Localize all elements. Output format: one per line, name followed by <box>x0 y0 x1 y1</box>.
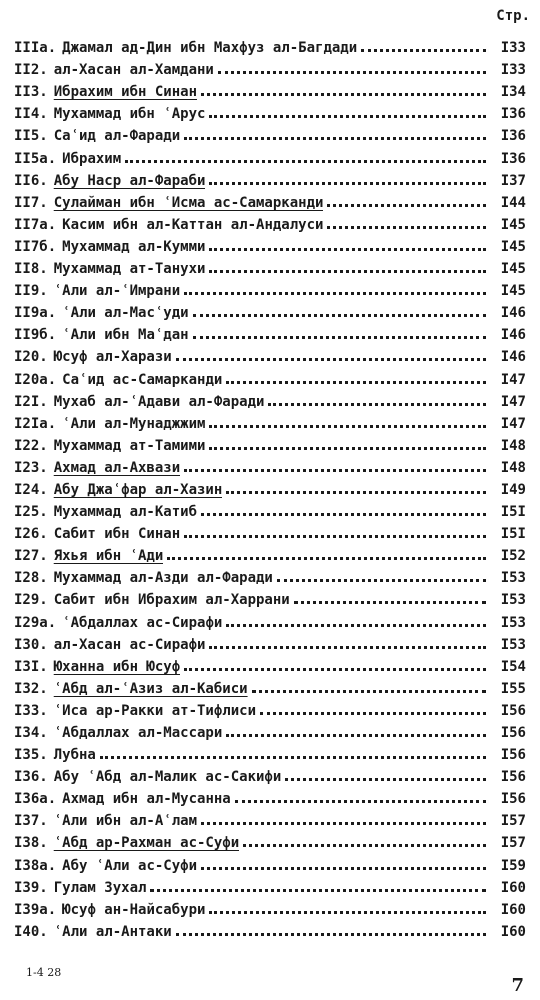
toc-entry <box>14 542 526 564</box>
toc-entry <box>14 78 526 100</box>
entry-page: I46 <box>500 305 526 322</box>
dot-leader <box>184 292 486 295</box>
entry-name: Мухаммад ал-Катиб <box>53 504 198 521</box>
toc-entry <box>14 233 526 255</box>
toc-entry <box>14 564 526 586</box>
entry-number: I2Iа. <box>14 415 57 432</box>
dot-leader <box>243 844 486 847</box>
entry-number: I20. <box>14 349 48 366</box>
entry-name: ʿАбдаллах ал-Массари <box>53 725 223 741</box>
dot-leader <box>209 646 486 649</box>
entry-page: I5I <box>500 526 526 543</box>
toc-entry <box>14 432 526 454</box>
toc-entry <box>14 365 526 387</box>
dot-leader <box>226 381 486 384</box>
entry-page: I36 <box>500 150 526 167</box>
entry-name: Ибрахим <box>62 150 122 167</box>
entry-name: Ахмад ибн ал-Мусанна <box>62 791 231 808</box>
entry-number: II7б. <box>14 238 57 255</box>
entry-number: IIIа. <box>14 40 57 57</box>
toc-entry <box>14 829 526 851</box>
entry-page: I33 <box>500 62 526 79</box>
entry-number: II7. <box>14 194 48 211</box>
toc-entry <box>14 807 526 829</box>
entry-name: Джамал ад-Дин ибн Махфуз ал-Багдади <box>62 40 358 57</box>
entry-page: I37 <box>500 172 526 189</box>
toc-entry <box>14 520 526 542</box>
entry-name: Ибрахим ибн Синан <box>53 84 198 101</box>
table-of-contents <box>14 34 526 940</box>
entry-name: ʿАли ал-ʿИмрани <box>53 283 181 300</box>
entry-number: I32. <box>14 680 48 697</box>
entry-number: II6. <box>14 172 48 189</box>
entry-number: I25. <box>14 504 48 521</box>
entry-page: I60 <box>500 923 526 940</box>
entry-page: I59 <box>500 857 526 874</box>
dot-leader <box>226 491 486 494</box>
dot-leader <box>184 137 486 140</box>
dot-leader <box>201 822 486 825</box>
toc-entry <box>14 653 526 675</box>
dot-leader <box>100 756 486 759</box>
entry-name: Мухаммад ал-Кумми <box>62 238 206 255</box>
entry-page: I46 <box>500 349 526 366</box>
entry-page: I53 <box>500 592 526 609</box>
entry-page: I47 <box>500 415 526 432</box>
toc-entry <box>14 388 526 410</box>
entry-number: I27. <box>14 548 48 565</box>
toc-entry <box>14 144 526 166</box>
dot-leader <box>193 336 486 339</box>
page-number: 7 <box>511 975 524 996</box>
toc-entry <box>14 100 526 122</box>
entry-page: I36 <box>500 106 526 123</box>
toc-entry <box>14 410 526 432</box>
entry-name: ʿАли ал-Мунаджжим <box>62 415 206 432</box>
toc-entry <box>14 675 526 697</box>
dot-leader <box>277 579 486 582</box>
dot-leader <box>201 513 486 516</box>
dot-leader <box>294 601 486 604</box>
dot-leader <box>184 469 486 472</box>
entry-name: ʿАли ибн ал-Аʿлам <box>53 813 198 830</box>
entry-page: I56 <box>500 791 526 808</box>
toc-entry <box>14 167 526 189</box>
entry-name: Юсуф ал-Харази <box>53 349 172 366</box>
entry-page: I56 <box>500 725 526 741</box>
toc-entry <box>14 454 526 476</box>
entry-page: I57 <box>500 813 526 830</box>
entry-name: Сабит ибн Синан <box>53 526 181 543</box>
entry-name: ʿАли ал-Масʿуди <box>62 305 189 322</box>
dot-leader <box>150 889 486 892</box>
entry-number: I40. <box>14 923 48 940</box>
entry-page: I33 <box>500 40 526 57</box>
dot-leader <box>184 535 486 538</box>
entry-number: I23. <box>14 459 48 476</box>
toc-entry <box>14 277 526 299</box>
entry-number: II9б. <box>14 327 57 344</box>
dot-leader <box>327 204 486 207</box>
print-code: 1-4 28 <box>26 966 62 979</box>
dot-leader <box>268 403 486 406</box>
entry-number: I2I. <box>14 393 48 410</box>
dot-leader <box>209 447 486 450</box>
entry-number: II7а. <box>14 216 57 233</box>
entry-page: I49 <box>500 481 526 498</box>
entry-page: I45 <box>500 261 526 278</box>
toc-entry <box>14 34 526 56</box>
entry-name: ʿАбд ал-ʿАзиз ал-Кабиси <box>53 680 248 697</box>
dot-leader <box>235 800 486 803</box>
entry-number: I36а. <box>14 791 57 808</box>
entry-page: I44 <box>500 194 526 211</box>
entry-name: Мухаммад ат-Тамими <box>53 437 206 454</box>
entry-page: I48 <box>500 459 526 476</box>
entry-number: I20а. <box>14 371 57 388</box>
dot-leader <box>209 425 486 428</box>
entry-name: Касим ибн ал-Каттан ал-Андалуси <box>62 216 324 233</box>
entry-page: I53 <box>500 570 526 587</box>
dot-leader <box>226 734 486 737</box>
entry-number: II5. <box>14 128 48 145</box>
entry-name: Мухаммад ал-Азди ал-Фаради <box>53 570 273 587</box>
entry-name: ʿАли ибн Маʿдан <box>62 327 189 344</box>
entry-number: II5а. <box>14 150 57 167</box>
entry-page: I46 <box>500 327 526 344</box>
entry-page: I56 <box>500 769 526 786</box>
toc-entry <box>14 918 526 940</box>
entry-page: I52 <box>500 548 526 565</box>
entry-name: Юханна ибн Юсуф <box>53 658 181 675</box>
entry-number: I26. <box>14 526 48 543</box>
dot-leader <box>218 71 486 74</box>
toc-entry <box>14 255 526 277</box>
entry-page: I56 <box>500 747 526 764</box>
dot-leader <box>125 160 486 163</box>
entry-page: I47 <box>500 393 526 410</box>
toc-entry <box>14 896 526 918</box>
entry-number: II3. <box>14 84 48 101</box>
entry-name: Сабит ибн Ибрахим ал-Харрани <box>53 592 290 609</box>
toc-entry <box>14 763 526 785</box>
toc-entry <box>14 321 526 343</box>
entry-name: ал-Хасан ас-Сирафи <box>53 636 206 653</box>
entry-name: ʿИса ар-Ракки ат-Тифлиси <box>53 702 257 719</box>
toc-entry <box>14 586 526 608</box>
toc-entry <box>14 122 526 144</box>
dot-leader <box>209 115 486 118</box>
entry-name: Абу Джаʿфар ал-Хазин <box>53 481 223 498</box>
toc-entry <box>14 211 526 233</box>
entry-name: Абу ʿАли ас-Суфи <box>62 857 198 874</box>
entry-number: I24. <box>14 481 48 498</box>
dot-leader <box>209 270 486 273</box>
entry-number: I37. <box>14 813 48 830</box>
entry-name: ал-Хасан ал-Хамдани <box>53 62 214 79</box>
entry-name: Юсуф ан-Найсабури <box>62 901 206 918</box>
entry-number: II9а. <box>14 305 57 322</box>
dot-leader <box>285 778 486 781</box>
dot-leader <box>176 933 486 936</box>
entry-number: I38. <box>14 835 48 852</box>
page-column-header: Стр. <box>496 8 530 24</box>
dot-leader <box>226 624 486 627</box>
toc-entry <box>14 56 526 78</box>
entry-name: ʿАбдаллах ас-Сирафи <box>62 614 223 631</box>
entry-page: I36 <box>500 128 526 145</box>
toc-entry <box>14 631 526 653</box>
entry-number: II2. <box>14 62 48 79</box>
entry-name: ʿАли ал-Антаки <box>53 923 172 940</box>
toc-entry <box>14 476 526 498</box>
dot-leader <box>209 911 486 914</box>
entry-number: I29а. <box>14 614 57 631</box>
entry-name: Лубна <box>53 747 96 764</box>
dot-leader <box>327 226 486 229</box>
dot-leader <box>201 867 486 870</box>
entry-number: I36. <box>14 769 48 786</box>
entry-number: I33. <box>14 702 48 719</box>
entry-number: I22. <box>14 437 48 454</box>
dot-leader <box>252 690 486 693</box>
entry-number: II9. <box>14 283 48 300</box>
entry-page: I53 <box>500 614 526 631</box>
toc-entry <box>14 189 526 211</box>
toc-entry <box>14 608 526 630</box>
entry-page: I60 <box>500 901 526 918</box>
toc-entry <box>14 785 526 807</box>
toc-entry <box>14 299 526 321</box>
entry-name: Мухаммад ибн ʿАрус <box>53 106 206 123</box>
dot-leader <box>184 668 486 671</box>
entry-number: II8. <box>14 261 48 278</box>
toc-entry <box>14 741 526 763</box>
entry-name: Абу Наср ал-Фараби <box>53 172 206 189</box>
entry-name: ʿАбд ар-Рахман ас-Суфи <box>53 835 240 852</box>
entry-page: I57 <box>500 835 526 852</box>
entry-page: I47 <box>500 371 526 388</box>
toc-entry <box>14 498 526 520</box>
toc-entry <box>14 874 526 896</box>
entry-name: Яхья ибн ʿАди <box>53 548 164 565</box>
entry-name: Сулайман ибн ʿИсма ас-Самарканди <box>53 194 324 211</box>
entry-page: I60 <box>500 879 526 896</box>
entry-name: Мухаб ал-ʿАдави ал-Фаради <box>53 393 265 410</box>
toc-entry <box>14 719 526 741</box>
dot-leader <box>201 93 486 96</box>
entry-name: Гулам Зухал <box>53 879 147 896</box>
entry-number: I34. <box>14 725 48 741</box>
entry-number: I39а. <box>14 901 57 918</box>
entry-number: I28. <box>14 570 48 587</box>
entry-number: I38а. <box>14 857 57 874</box>
entry-page: I56 <box>500 702 526 719</box>
entry-number: I29. <box>14 592 48 609</box>
dot-leader <box>176 358 486 361</box>
entry-name: Ахмад ал-Ахвази <box>53 459 181 476</box>
entry-page: I45 <box>500 283 526 300</box>
dot-leader <box>260 712 486 715</box>
toc-entry <box>14 851 526 873</box>
dot-leader <box>209 248 486 251</box>
entry-name: Саʿид ас-Самарканди <box>62 371 223 388</box>
toc-entry <box>14 697 526 719</box>
entry-page: I54 <box>500 658 526 675</box>
dot-leader <box>209 182 486 185</box>
entry-number: I30. <box>14 636 48 653</box>
entry-number: I35. <box>14 747 48 764</box>
entry-page: I55 <box>500 680 526 697</box>
dot-leader <box>167 557 486 560</box>
entry-number: II4. <box>14 106 48 123</box>
dot-leader <box>361 49 486 52</box>
entry-page: I45 <box>500 238 526 255</box>
entry-name: Саʿид ал-Фаради <box>53 128 181 145</box>
entry-page: I34 <box>500 84 526 101</box>
toc-entry <box>14 343 526 365</box>
entry-name: Абу ʿАбд ал-Малик ас-Сакифи <box>53 769 282 786</box>
entry-number: I3I. <box>14 658 48 675</box>
entry-number: I39. <box>14 879 48 896</box>
entry-page: I53 <box>500 636 526 653</box>
entry-page: I5I <box>500 504 526 521</box>
entry-page: I45 <box>500 216 526 233</box>
entry-name: Мухаммад ат-Танухи <box>53 261 206 278</box>
entry-page: I48 <box>500 437 526 454</box>
dot-leader <box>193 314 486 317</box>
